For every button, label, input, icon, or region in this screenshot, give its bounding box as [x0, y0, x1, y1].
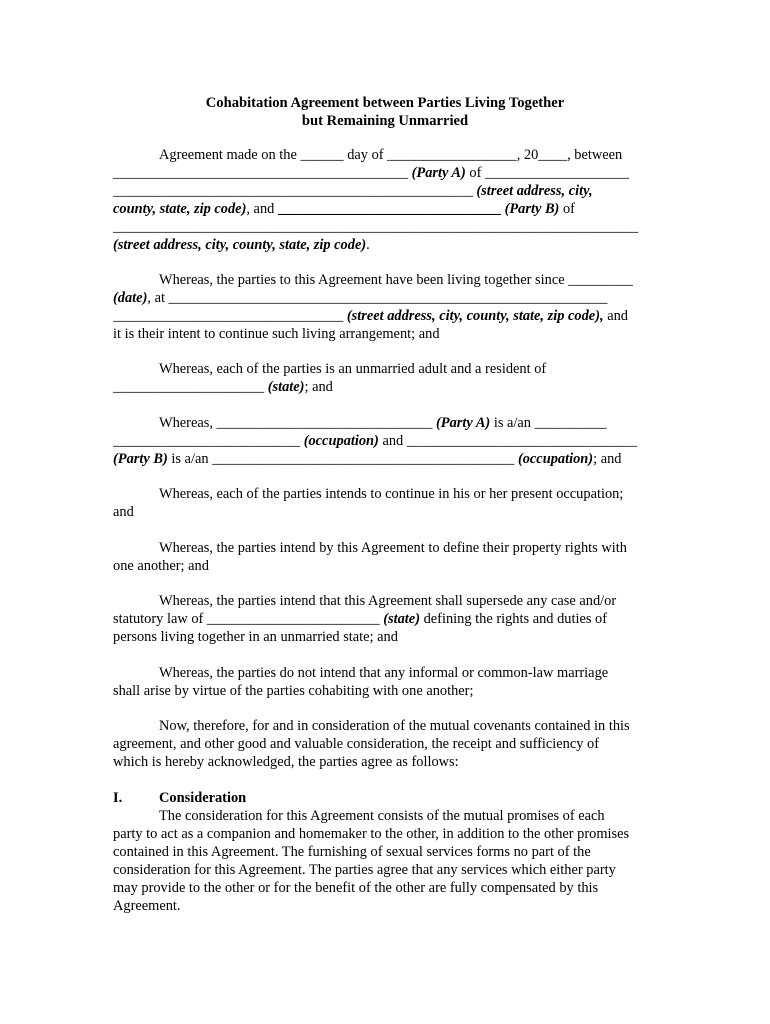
address-label-part-1: (street address, city,: [476, 183, 593, 199]
consideration-line-5: may provide to the other or for the benefit of the other are fully compensated by this: [113, 880, 599, 896]
consideration-line-6: Agreement.: [113, 898, 181, 914]
consideration-line-4: consideration for this Agreement. The parties agree that any services which either party: [113, 862, 616, 878]
party-a-line: [113, 164, 629, 182]
party-a-address-line: [113, 182, 593, 200]
present-occupation-line-1: Whereas, each of the parties intends to continue in his or her present occupation;: [159, 486, 624, 502]
section-heading: Consideration: [159, 790, 247, 806]
and-text: ; and: [304, 379, 333, 395]
supersede-line-3: persons living together in an unmarried state; and: [113, 629, 398, 645]
date-location-line: [113, 289, 607, 307]
state-label: (state): [267, 379, 305, 395]
state-blank: _____________________: [113, 379, 268, 395]
party-b-label: (Party B): [501, 201, 560, 217]
common-law-line-2: shall arise by virtue of the parties cohabiting with one another;: [113, 683, 474, 699]
is-a-blank: is a/an __________: [490, 415, 607, 431]
state-label: (state): [383, 611, 420, 627]
common-law-line-1: Whereas, the parties do not intend that any informal or common-law marriage: [159, 665, 609, 681]
document-title-line-2: but Remaining Unmarried: [301, 113, 469, 129]
and-blank: and ________________________________: [378, 433, 638, 449]
party-a-label: (Party A): [436, 415, 491, 431]
party-b-line: [113, 200, 575, 218]
consideration-line-2: party to act as a companion and homemaker to the other, in addition to the other promises: [113, 826, 630, 842]
consideration-line-1: The consideration for this Agreement consists of the mutual promises of each: [159, 808, 605, 824]
present-occupation-line-2: and: [113, 504, 134, 520]
living-together-since-line: Whereas, the parties to this Agreement have been living together since _________: [159, 272, 633, 288]
occupation-label: (occupation): [517, 451, 594, 467]
shared-address-line: [113, 307, 628, 325]
consideration-line-3: contained in this Agreement. The furnishing of sexual services forms no part of the: [113, 844, 591, 860]
address-label-part-2: county, state, zip code): [113, 201, 247, 217]
now-therefore-line-1: Now, therefore, for and in consideration of the mutual covenants contained in this: [159, 718, 630, 734]
intent-line: it is their intent to continue such living arrangement; and: [113, 326, 440, 342]
occupation-label: (occupation): [303, 433, 379, 449]
party-a-name-blank: _________________________________________: [113, 165, 412, 181]
property-rights-line-2: one another; and: [113, 558, 209, 574]
property-rights-line-1: Whereas, the parties intend by this Agreement to define their property rights with: [159, 540, 627, 556]
and-text: , and: [246, 201, 278, 217]
shared-address-label: (street address, city, county, state, zip code),: [346, 308, 604, 324]
supersede-line-2: [113, 610, 607, 628]
period: .: [366, 237, 370, 253]
party-b-address-label: (street address, city, county, state, zip code): [113, 237, 367, 253]
date-label: (date): [113, 290, 148, 306]
occupation-party-a-line: [159, 414, 607, 432]
party-a-of-blank: of ____________________: [465, 165, 629, 181]
agreement-date-line: Agreement made on the ______ day of __________________, 20____, between: [159, 147, 623, 163]
occupation-party-b-line: [113, 450, 621, 468]
party-a-address-blank: __________________________________________________: [113, 183, 477, 199]
location-blank: , at _____________________________________________________________: [147, 290, 608, 306]
and-text: and: [603, 308, 628, 324]
and-text: ; and: [593, 451, 622, 467]
now-therefore-line-2: agreement, and other good and valuable consideration, the receipt and sufficiency of: [113, 736, 600, 752]
occupation-blank: __________________________: [113, 433, 304, 449]
document-title-line-1: Cohabitation Agreement between Parties Living Together: [205, 95, 565, 111]
shared-address-blank: ________________________________: [113, 308, 347, 324]
occupation-line: [113, 432, 637, 450]
party-b-name-blank: _______________________________: [277, 201, 501, 217]
of-text: of: [559, 201, 575, 217]
party-b-address-blank: _________________________________________________________________________: [113, 219, 639, 235]
supersede-line-1: Whereas, the parties intend that this Agreement shall supersede any case and/or: [159, 593, 617, 609]
party-b-address-label-line: [113, 236, 370, 254]
now-therefore-line-3: which is hereby acknowledged, the parties agree as follows:: [113, 754, 459, 770]
unmarried-adult-line: Whereas, each of the parties is an unmarried adult and a resident of: [159, 361, 547, 377]
state-line: [113, 378, 333, 396]
party-b-label: (Party B): [113, 451, 168, 467]
defining-rights-text: defining the rights and duties of: [419, 611, 608, 627]
party-a-label: (Party A): [411, 165, 466, 181]
section-number: I.: [113, 790, 123, 806]
is-a-blank: is a/an __________________________________________: [167, 451, 518, 467]
statutory-law-blank: statutory law of ________________________: [113, 611, 384, 627]
party-a-blank: Whereas, ______________________________: [159, 415, 436, 431]
